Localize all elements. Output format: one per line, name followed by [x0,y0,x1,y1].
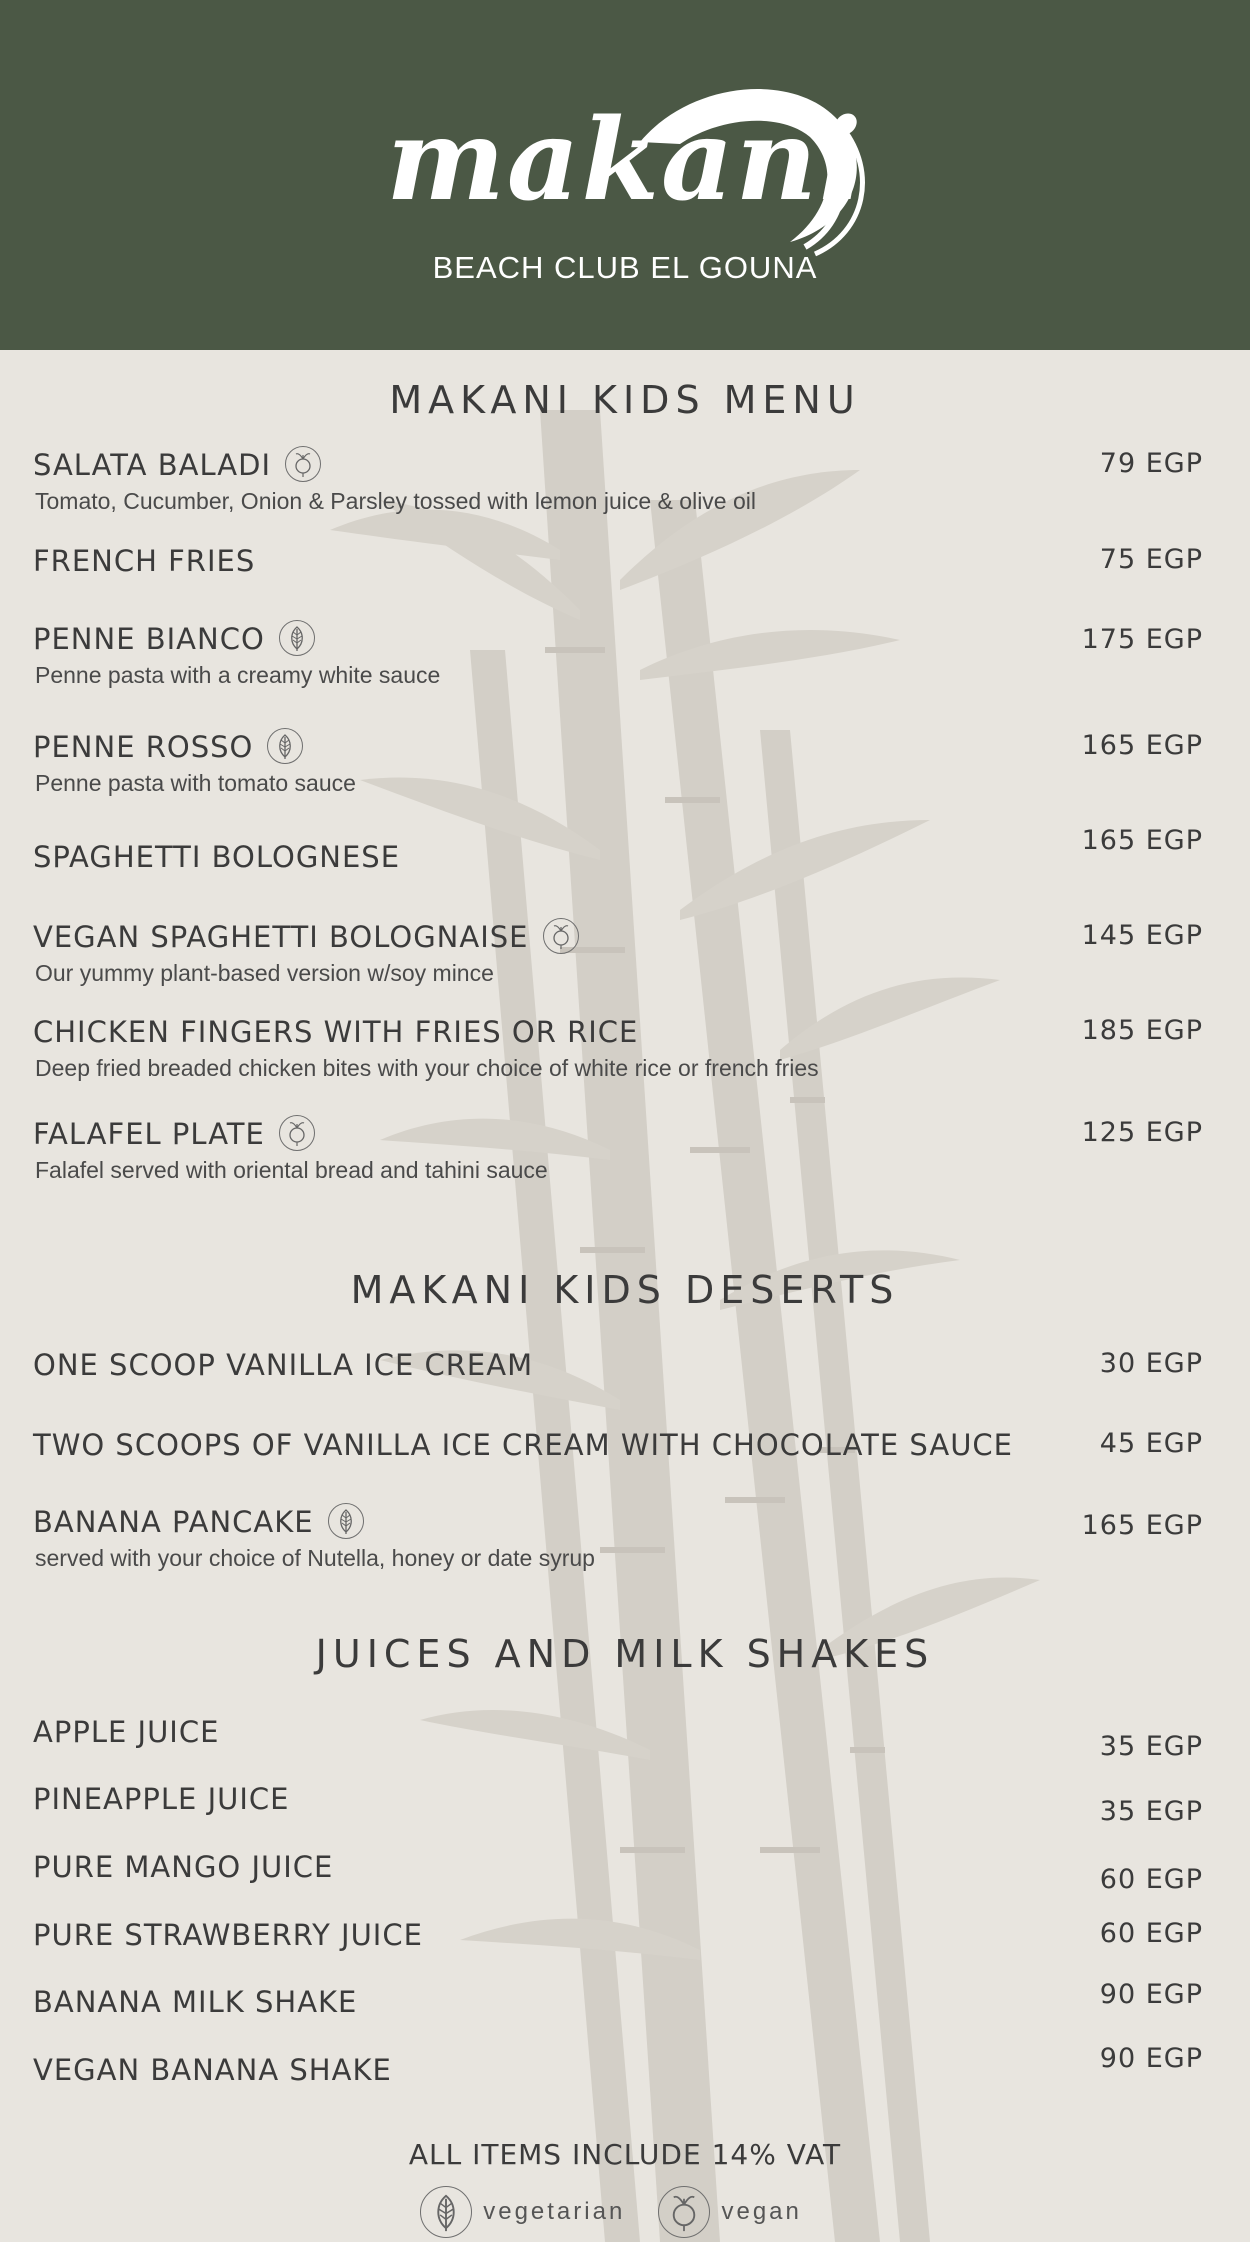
menu-item-name [33,544,255,578]
menu-item-price: 145 EGP [1081,920,1203,951]
vegan-icon [279,1115,315,1151]
menu-item-name [33,448,321,485]
vegan-icon [658,2186,710,2238]
legend-vegan-label: vegan [721,2198,802,2225]
menu-item-description: Our yummy plant-based version w/soy mince [35,960,494,986]
menu-item-name [33,1428,1013,1462]
menu-item-name [33,920,579,957]
menu-item-name [33,1505,364,1542]
vat-note: ALL ITEMS INCLUDE 14% VAT [408,2138,842,2171]
menu-item-price: 60 EGP [1099,1918,1203,1949]
menu-item-description: Penne pasta with tomato sauce [35,770,356,796]
header-banner [0,0,1250,350]
menu-item-name [33,1850,333,1884]
section-title-juices: JUICES AND MILK SHAKES [315,1632,935,1676]
menu-item-price: 175 EGP [1081,624,1203,655]
vegetarian-icon [279,620,315,656]
menu-item-name [33,1715,219,1749]
menu-item-price: 125 EGP [1081,1117,1203,1148]
menu-item-name [33,730,303,767]
menu-item-price: 35 EGP [1099,1731,1203,1762]
menu-item-name-text: VEGAN BANANA SHAKE [33,2053,392,2087]
menu-item-price: 165 EGP [1081,1510,1203,1541]
menu-item-name-text: VEGAN SPAGHETTI BOLOGNAISE [33,920,529,954]
menu-item-price: 90 EGP [1099,2043,1203,2074]
menu-item-name-text: PENNE ROSSO [33,730,254,764]
vegan-icon [543,918,579,954]
menu-item-name-text: FALAFEL PLATE [33,1117,265,1151]
menu-item-name [33,622,315,659]
menu-item-name-text: BANANA MILK SHAKE [33,1985,358,2019]
menu-item-name [33,1782,289,1816]
menu-item-price: 30 EGP [1099,1348,1203,1379]
menu-item-name-text: ONE SCOOP VANILLA ICE CREAM [33,1348,534,1382]
menu-item-name [33,2053,392,2087]
menu-item-name [33,1918,423,1952]
vegetarian-icon [420,2186,472,2238]
menu-item-description: Falafel served with oriental bread and tahini sauce [35,1157,548,1183]
menu-item-price: 35 EGP [1099,1796,1203,1827]
menu-item-name-text: PINEAPPLE JUICE [33,1782,290,1816]
menu-item-price: 45 EGP [1099,1428,1203,1459]
menu-item-description: Deep fried breaded chicken bites with your choice of white rice or french fries [35,1055,819,1081]
menu-item-price: 75 EGP [1099,544,1203,575]
menu-item-name [33,1985,357,2019]
menu-item-price: 185 EGP [1081,1015,1203,1046]
menu-item-name-text: FRENCH FRIES [33,544,256,578]
menu-item-description: Tomato, Cucumber, Onion & Parsley tossed with lemon juice & olive oil [35,488,756,514]
menu-item-name-text: PENNE BIANCO [33,622,265,656]
menu-item-name [33,840,400,874]
menu-item-name-text: PURE MANGO JUICE [33,1850,334,1884]
menu-item-name [33,1348,533,1382]
section-title-kids-menu: MAKANI KIDS MENU [389,378,861,422]
menu-item-name-text: CHICKEN FINGERS WITH FRIES OR RICE [33,1015,639,1049]
menu-item-price: 165 EGP [1081,730,1203,761]
vegan-icon [285,446,321,482]
menu-item-name-text: APPLE JUICE [33,1715,220,1749]
vegetarian-icon [328,1503,364,1539]
menu-item-name-text: BANANA PANCAKE [33,1505,314,1539]
menu-item-name-text: TWO SCOOPS OF VANILLA ICE CREAM WITH CHOCOLATE SAUCE [33,1428,1013,1462]
menu-item-name-text: SALATA BALADI [33,448,271,482]
logo-wordmark: makani [386,95,864,226]
diet-legend [0,2186,1250,2238]
menu-item-name [33,1117,315,1154]
menu-item-price: 165 EGP [1081,825,1203,856]
menu-item-name [33,1015,638,1049]
menu-item-description: served with your choice of Nutella, honey or date syrup [35,1545,595,1571]
menu-item-price: 79 EGP [1099,448,1203,479]
menu-item-price: 60 EGP [1099,1864,1203,1895]
menu-item-price: 90 EGP [1099,1979,1203,2010]
logo-subtitle: BEACH CLUB EL GOUNA [432,250,818,285]
menu-item-name-text: SPAGHETTI BOLOGNESE [33,840,401,874]
section-title-kids-deserts: MAKANI KIDS DESERTS [350,1268,900,1312]
legend-vegetarian-label: vegetarian [483,2198,626,2225]
vegetarian-icon [267,728,303,764]
menu-item-name-text: PURE STRAWBERRY JUICE [33,1918,423,1952]
menu-item-description: Penne pasta with a creamy white sauce [35,662,441,688]
